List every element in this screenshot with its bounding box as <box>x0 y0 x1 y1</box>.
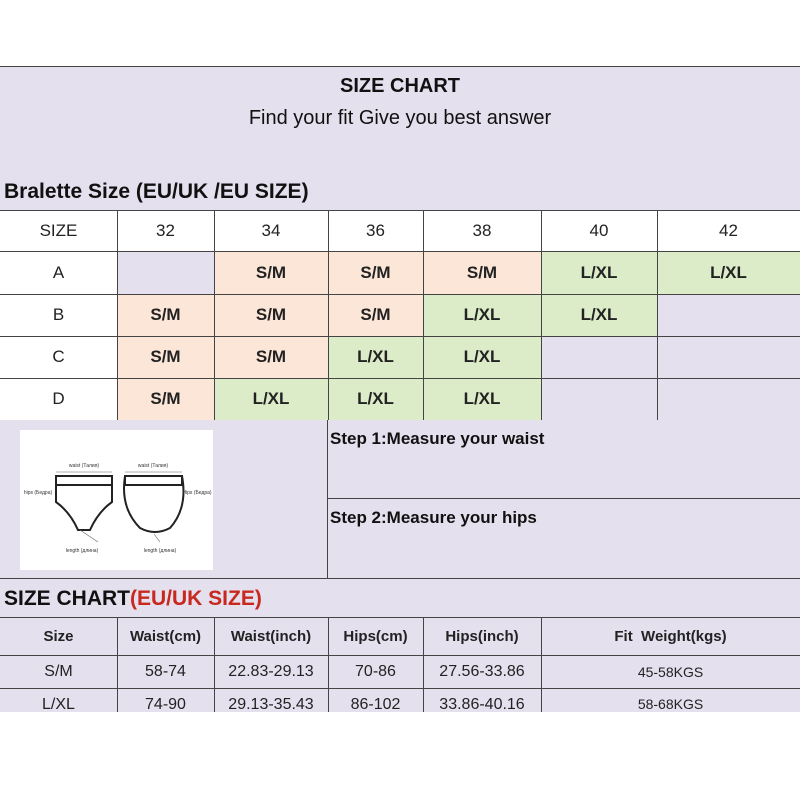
measure-diagram <box>20 430 213 570</box>
diagram-label-length-right: length (длина) <box>143 548 177 554</box>
grid-line <box>0 294 800 295</box>
size-cell: L/XL <box>541 251 657 294</box>
size-chart-header: Hips(inch) <box>423 617 541 655</box>
empty-size-cell <box>657 294 800 336</box>
band-size-header: 34 <box>261 220 281 240</box>
step2-text: Step 2:Measure your hips <box>330 508 537 527</box>
band-size-header: 36 <box>366 220 385 240</box>
size-cell: S/M <box>328 294 423 336</box>
empty-size-cell <box>117 251 214 294</box>
size-chart-header: Waist(inch) <box>214 617 328 655</box>
band-size-header: 40 <box>589 220 609 240</box>
grid-line <box>0 655 800 656</box>
size-chart-header: Size <box>0 617 117 655</box>
grid-line <box>214 617 215 712</box>
size-chart-header: Waist(cm) <box>117 617 214 655</box>
grid-line <box>541 210 542 420</box>
size-cell: L/XL <box>657 251 800 294</box>
cup-size-label: B <box>52 305 65 324</box>
grid-line <box>117 617 118 712</box>
diagram-label-length-left: length (длина) <box>65 548 99 554</box>
diagram-label-waist-right: waist (Талия) <box>137 463 169 469</box>
size-chart-cell: 29.13-35.43 <box>214 688 328 712</box>
cup-size-label: D <box>52 389 65 408</box>
size-chart-cell: 70-86 <box>328 655 423 688</box>
size-cell: S/M <box>423 251 541 294</box>
grid-line <box>0 210 800 211</box>
size-chart-header: Fit Weight(kgs) <box>541 617 800 655</box>
size-cell: S/M <box>117 378 214 420</box>
grid-line <box>423 210 424 420</box>
diagram-label-waist-left: waist (Талия) <box>68 463 100 469</box>
size-cell: S/M <box>328 251 423 294</box>
size-chart-header: Hips(cm) <box>328 617 423 655</box>
size-cell: L/XL <box>328 378 423 420</box>
cup-size-label: A <box>52 262 65 282</box>
page-subtitle: Find your fit Give you best answer <box>248 107 552 129</box>
empty-size-cell <box>657 336 800 378</box>
size-chart-cell: 27.56-33.86 <box>423 655 541 688</box>
size-chart-cell: S/M <box>0 655 117 688</box>
size-cell: L/XL <box>328 336 423 378</box>
size-chart-title <box>4 587 262 611</box>
grid-line <box>328 617 329 712</box>
diagram-label-hips-right: Hips (Бедра) <box>182 490 212 496</box>
size-cell: L/XL <box>214 378 328 420</box>
size-chart-title-suffix: (EU/UK SIZE) <box>130 587 262 610</box>
band-size-header: 42 <box>719 220 738 240</box>
size-chart-cell: 58-74 <box>117 655 214 688</box>
size-chart-cell: 74-90 <box>117 688 214 712</box>
grid-line <box>0 251 800 252</box>
step1-text: Step 1:Measure your waist <box>330 429 545 448</box>
bralette-corner-label: SIZE <box>39 220 78 240</box>
size-chart-title-prefix: SIZE CHART <box>4 587 130 610</box>
size-cell: L/XL <box>541 294 657 336</box>
band-size-header: 38 <box>472 220 492 240</box>
cup-size-label: C <box>52 347 65 366</box>
size-chart-cell: 86-102 <box>328 688 423 712</box>
empty-size-cell <box>541 336 657 378</box>
grid-line <box>0 336 800 337</box>
empty-size-cell <box>541 378 657 420</box>
grid-line <box>657 210 658 420</box>
grid-line <box>117 210 118 420</box>
size-cell: L/XL <box>423 336 541 378</box>
grid-line <box>0 617 800 618</box>
size-cell: S/M <box>214 251 328 294</box>
diagram-label-hips-left: hips (Бедра) <box>23 490 53 496</box>
size-cell: L/XL <box>423 378 541 420</box>
size-chart-cell: 22.83-29.13 <box>214 655 328 688</box>
underwear-diagram-icon <box>20 430 213 570</box>
size-chart-cell: L/XL <box>0 688 117 712</box>
measure-step-divider <box>327 498 800 499</box>
size-chart-cell: 33.86-40.16 <box>423 688 541 712</box>
size-cell: L/XL <box>423 294 541 336</box>
size-cell: S/M <box>214 336 328 378</box>
grid-line <box>0 378 800 379</box>
page-title: SIZE CHART <box>340 75 460 97</box>
bralette-section-title: Bralette Size (EU/UK /EU SIZE) <box>4 180 309 203</box>
size-chart-cell: 45-58KGS <box>541 655 800 688</box>
grid-line <box>541 617 542 712</box>
grid-line <box>328 210 329 420</box>
empty-size-cell <box>657 378 800 420</box>
grid-line <box>0 688 800 689</box>
measure-divider <box>327 420 328 578</box>
band-size-header: 32 <box>156 220 175 240</box>
size-cell: S/M <box>117 294 214 336</box>
grid-line <box>423 617 424 712</box>
grid-line <box>214 210 215 420</box>
size-cell: S/M <box>214 294 328 336</box>
size-chart-cell: 58-68KGS <box>541 688 800 712</box>
header-top-border <box>0 66 800 67</box>
size-cell: S/M <box>117 336 214 378</box>
